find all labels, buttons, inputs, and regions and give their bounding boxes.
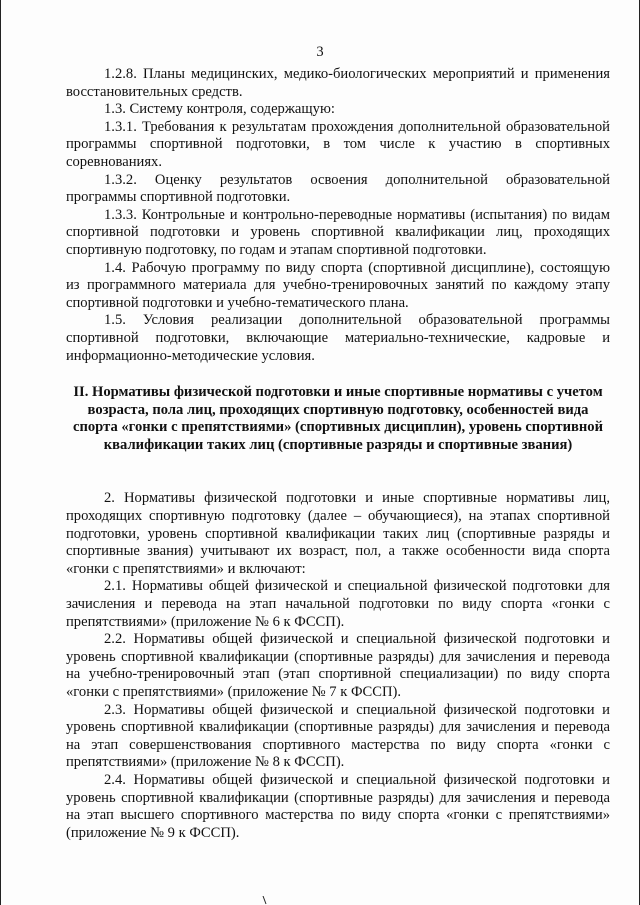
section-heading: II. Нормативы физической подготовки и иные спортивные нормативы с учетом возраста, пола лиц, проходящих спортивную подготовку, особенностей вида спорта «гонки с препятствиями» (спортивных дисциплин), уровень спортивной квалификации таких лиц (спортивные разряды и спортивные звания) [72, 384, 604, 453]
document-body [66, 66, 610, 842]
paragraph-1-2-8: 1.2.8. Планы медицинских, медико-биологических мероприятий и применения восстановительных средств. [66, 66, 610, 100]
paragraph-1-4: 1.4. Рабочую программу по виду спорта (спортивной дисциплине), состоящую из программного материала для учебно-тренировочных занятий по каждому этапу спортивной подготовки и учебно-тематического плана. [66, 259, 610, 311]
paragraph-1-3-3: 1.3.3. Контрольные и контрольно-переводные нормативы (испытания) по видам спортивной подготовки и уровень спортивной квалификации лиц, проходящих спортивную подготовку, по годам и этапам спортивной подготовки. [66, 206, 610, 258]
paragraph-2-4: 2.4. Нормативы общей физической и специальной физической подготовки и уровень спортивной квалификации (спортивные разряды) для зачисления и перевода на этап высшего спортивного мастерства по виду спорта «гонки с препятствиями» (приложение № 9 к ФССП). [66, 771, 610, 841]
paragraph-1-5: 1.5. Условия реализации дополнительной образовательной программы спортивной подготовки, включающие материально-технические, кадровые и информационно-методические условия. [66, 312, 610, 364]
paragraph-2-3: 2.3. Нормативы общей физической и специальной физической подготовки и уровень спортивной квалификации (спортивные разряды) для зачисления и перевода на этап совершенствования спортивного мастерства по виду спорта «гонки с препятствиями» (приложение № 8 к ФССП). [66, 701, 610, 771]
section-gap [66, 454, 610, 490]
page-number: 3 [316, 44, 324, 60]
paragraph-1-3-1: 1.3.1. Требования к результатам прохождения дополнительной образовательной программы спортивной подготовки, в том числе к участию в спортивных соревнованиях. [66, 118, 610, 170]
scan-mark [262, 896, 270, 905]
paragraph-1-3-2: 1.3.2. Оценку результатов освоения дополнительной образовательной программы спортивной подготовки. [66, 171, 610, 206]
paragraph-2: 2. Нормативы физической подготовки и иные спортивные нормативы лиц, проходящих спортивную подготовку (далее – обучающиеся), на этапах спортивной подготовки, уровень спортивной квалификации таких лиц (спортивные разряды и спортивные звания) учитывают их возраст, пол, а также особенности вида спорта «гонки с препятствиями» и включают: [66, 490, 610, 577]
paragraph-1-3: 1.3. Систему контроля, содержащую: [104, 101, 335, 118]
paragraph-2-1: 2.1. Нормативы общей физической и специальной физической подготовки для зачисления и перевода на этап начальной подготовки по виду спорта «гонки с препятствиями» (приложение № 6 к ФССП). [66, 578, 610, 630]
paragraph-2-2: 2.2. Нормативы общей физической и специальной физической подготовки и уровень спортивной квалификации (спортивные разряды) для зачисления и перевода на учебно-тренировочный этап (этап спортивной специализации) по виду спорта «гонки с препятствиями» (приложение № 7 к ФССП). [66, 631, 610, 700]
scan-edge-left [0, 0, 1, 905]
